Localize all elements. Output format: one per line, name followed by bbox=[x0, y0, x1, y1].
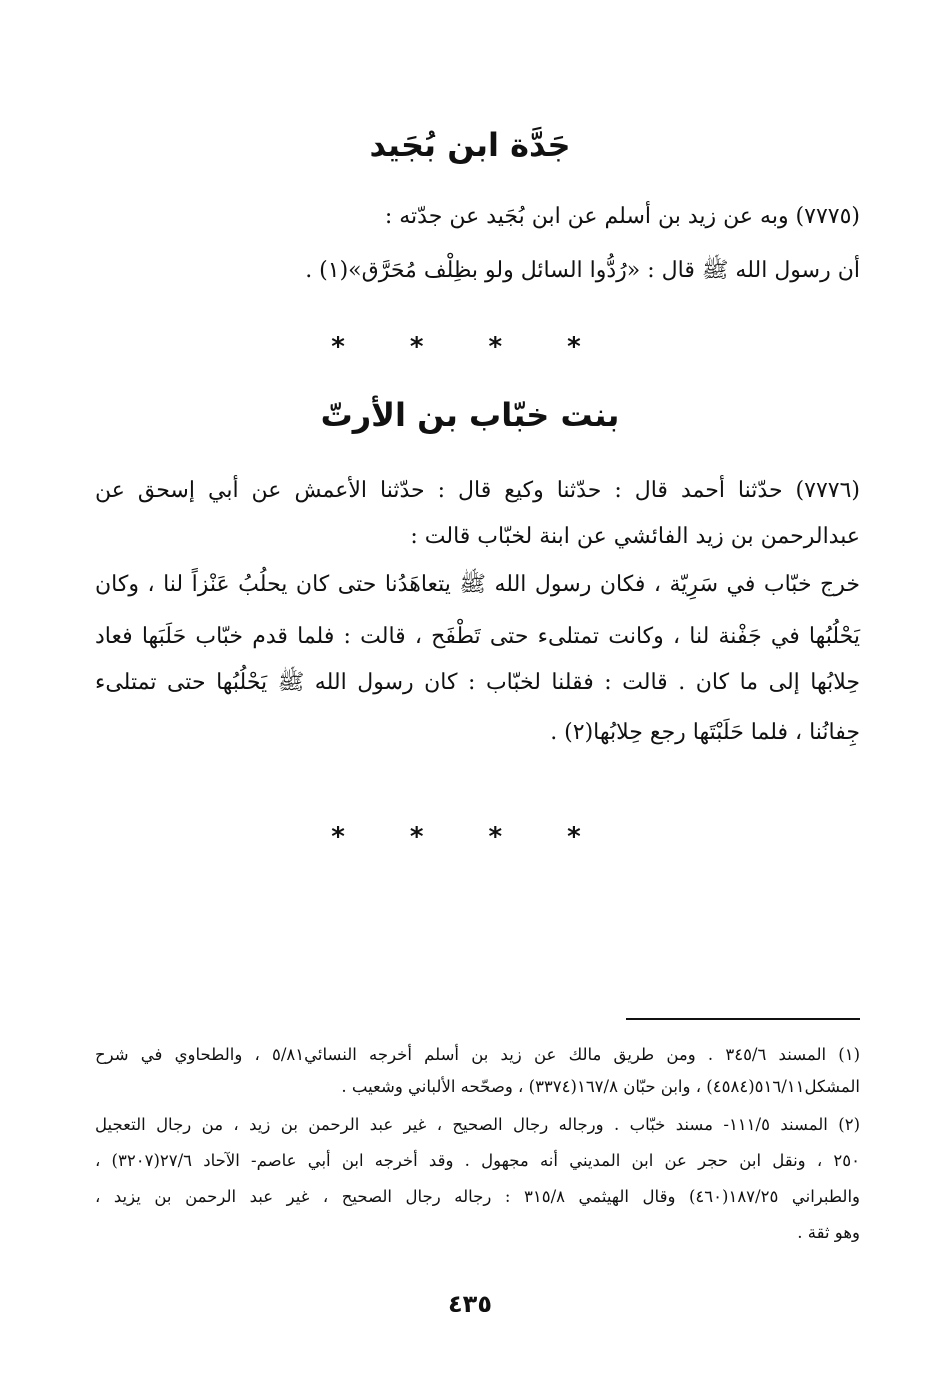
hadith-7776-line-1: (٧٧٧٦) حدّثنا أحمد قال : حدّثنا وكيع قال : حدّثنا الأعمش عن أبي إسحق عن bbox=[95, 478, 860, 503]
hadith-7775-line-2: أن رسول الله ﷺ قال : «رُدُّوا السائل ولو بظِلْف مُحَرَّق»(١) . bbox=[305, 258, 860, 283]
footnote-1-line-1: (١) المسند ٣٤٥/٦ . ومن طريق مالك عن زيد بن أسلم أخرجه النسائي٥/٨١ ، والطحاوي في شرح bbox=[95, 1045, 861, 1064]
hadith-7776-line-5: حِلابُها إلى ما كان . قالت : فقلنا لخبّاب : كان رسول الله ﷺ يَحْلُبُها حتى تمتلىء bbox=[95, 670, 860, 695]
footnote-2-line-3: والطبراني ١٨٧/٢٥(٤٦٠) وقال الهيثمي ٣١٥/٨ : رجاله رجال الصحيح ، غير عبد الرحمن بن يزيد ، bbox=[95, 1187, 861, 1206]
hadith-7776-line-3: خرج خبّاب في سَرِيّة ، فكان رسول الله ﷺ يتعاهَدُنا حتى كان يحلُبُ عَنْزاً لنا ، وكان bbox=[95, 572, 860, 597]
section-separator: * * * * bbox=[331, 332, 609, 362]
hadith-7776-line-6: جِفانُنا ، فلما حَلَبْتَها رجع حِلابُها(٢) . bbox=[550, 720, 860, 745]
hadith-7776-line-2: عبدالرحمن بن زيد الفائشي عن ابنة لخبّاب قالت : bbox=[410, 524, 860, 549]
footnote-1-line-2: المشكل٥١٦/١١(٤٥٨٤) ، وابن حبّان ١٦٧/٨(٣٣٧٤) ، وصحّحه الألباني وشعيب . bbox=[341, 1077, 860, 1096]
footnote-divider bbox=[626, 1018, 860, 1020]
section-separator: * * * * bbox=[331, 822, 609, 852]
hadith-7776-line-4: يَحْلُبُها في جَفْنة لنا ، وكانت تمتلىء حتى تَطْفَح ، قالت : فلما قدم خبّاب حَلَبَها فعاد bbox=[95, 624, 860, 649]
footnote-2-line-1: (٢) المسند ١١١/٥- مسند خبّاب . ورجاله رجال الصحيح ، غير عبد الرحمن بن زيد ، من رجال التعجيل bbox=[95, 1115, 860, 1134]
hadith-7775-line-1: (٧٧٧٥) وبه عن زيد بن أسلم عن ابن بُجَيد عن جدّته : bbox=[384, 204, 860, 229]
footnote-2-line-4: وهو ثقة . bbox=[797, 1223, 860, 1242]
page-number: ٤٣٥ bbox=[448, 1290, 492, 1318]
footnote-2-line-2: ٢٥٠ ، ونقل ابن حجر عن ابن المديني أنه مجهول . وقد أخرجه ابن أبي عاصم- الآحاد ٢٧/٦(٣٢٠٧) ، bbox=[95, 1151, 860, 1170]
section-title-grandmother-ibn-bujayd: جَدَّة ابن بُجَيد bbox=[369, 126, 571, 164]
section-title-daughter-khabbab: بنت خبّاب بن الأرتّ bbox=[320, 396, 620, 434]
